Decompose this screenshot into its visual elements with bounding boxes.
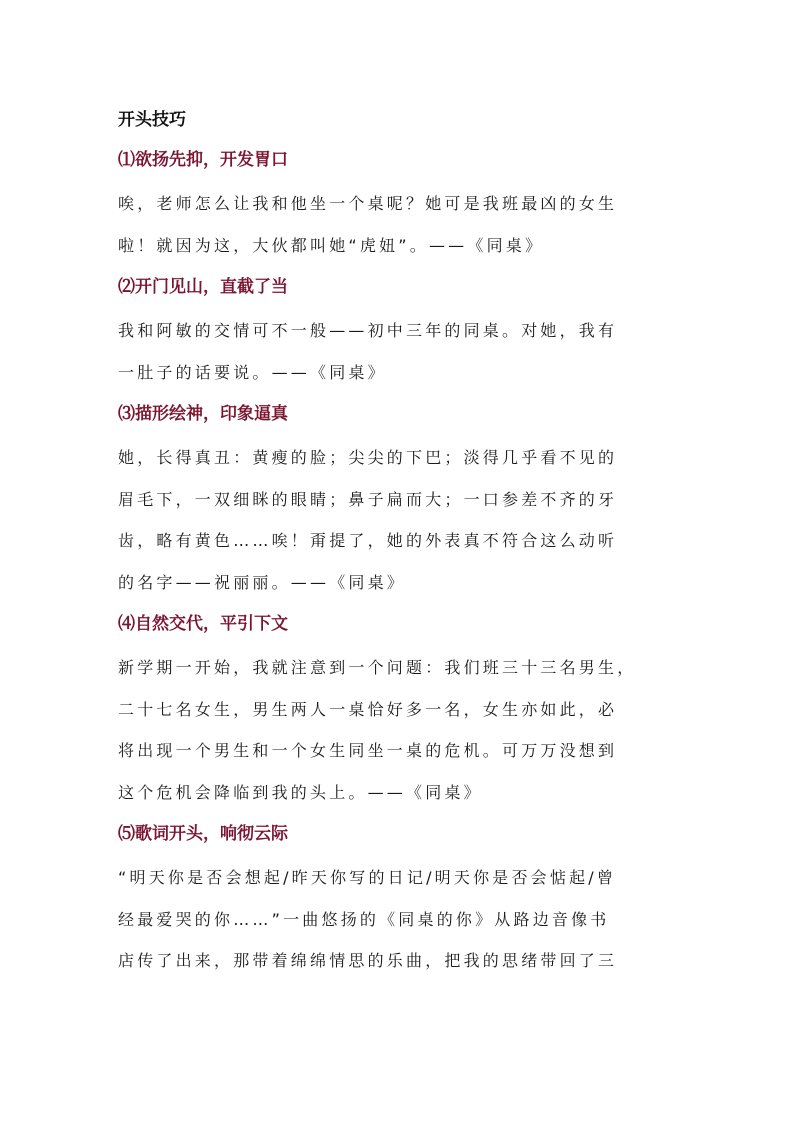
document-title: 开头技巧 [118,110,186,130]
body-line: “明天你是否会想起/昨天你写的日记/明天你是否会惦起/曾 [118,868,617,887]
body-line: 二十七名女生，男生两人一桌恰好多一名，女生亦如此，必 [118,699,618,719]
body-line: 眉毛下，一双细眯的眼睛；鼻子扁而大；一口参差不齐的牙 [118,489,618,509]
body-line: 齿，略有黄色……唉！甭提了，她的外表真不符合这么动听 [118,531,618,550]
section-body [118,437,698,603]
section-heading: ⑵开门见山，直截了当 [118,277,288,297]
section-body [118,647,698,813]
section-2 [118,274,698,393]
body-line: 啦！就因为这，大伙都叫她“虎妞”。——《同桌》 [118,235,545,255]
section-heading: ⑸歌词开头，响彻云际 [118,824,288,844]
section-heading: ⑷自然交代，平引下文 [118,614,288,634]
body-line: 将出现一个男生和一个女生同坐一桌的危机。可万万没想到 [118,741,618,760]
section-body [118,310,698,393]
body-line: 一肚子的话要说。——《同桌》 [118,362,387,382]
section-5 [118,821,698,982]
section-body [118,857,698,982]
section-4 [118,611,698,813]
section-heading: ⑶描形绘神，印象逼真 [118,404,288,424]
body-line: 店传了出来，那带着绵绵情思的乐曲，把我的思绪带回了三 [118,951,618,970]
section-heading: ⑴欲扬先抑，开发胃口 [118,150,288,170]
body-line: 唉，老师怎么让我和他坐一个桌呢？她可是我班最凶的女生 [118,194,618,213]
body-line: 她，长得真丑：黄瘦的脸；尖尖的下巴；淡得几乎看不见的 [118,448,618,467]
body-line: 我和阿敏的交情可不一般——初中三年的同桌。对她，我有 [118,321,618,340]
body-line: 经最爱哭的你……”一曲悠扬的《同桌的你》从路边音像书 [118,909,610,929]
body-line: 新学期一开始，我就注意到一个问题：我们班三十三名男生， [118,658,637,677]
section-1 [118,147,698,266]
body-line: 这个危机会降临到我的头上。——《同桌》 [118,782,483,802]
body-line: 的名字——祝丽丽。——《同桌》 [118,572,407,592]
document-page [118,106,698,990]
section-body [118,183,698,266]
section-3 [118,401,698,603]
